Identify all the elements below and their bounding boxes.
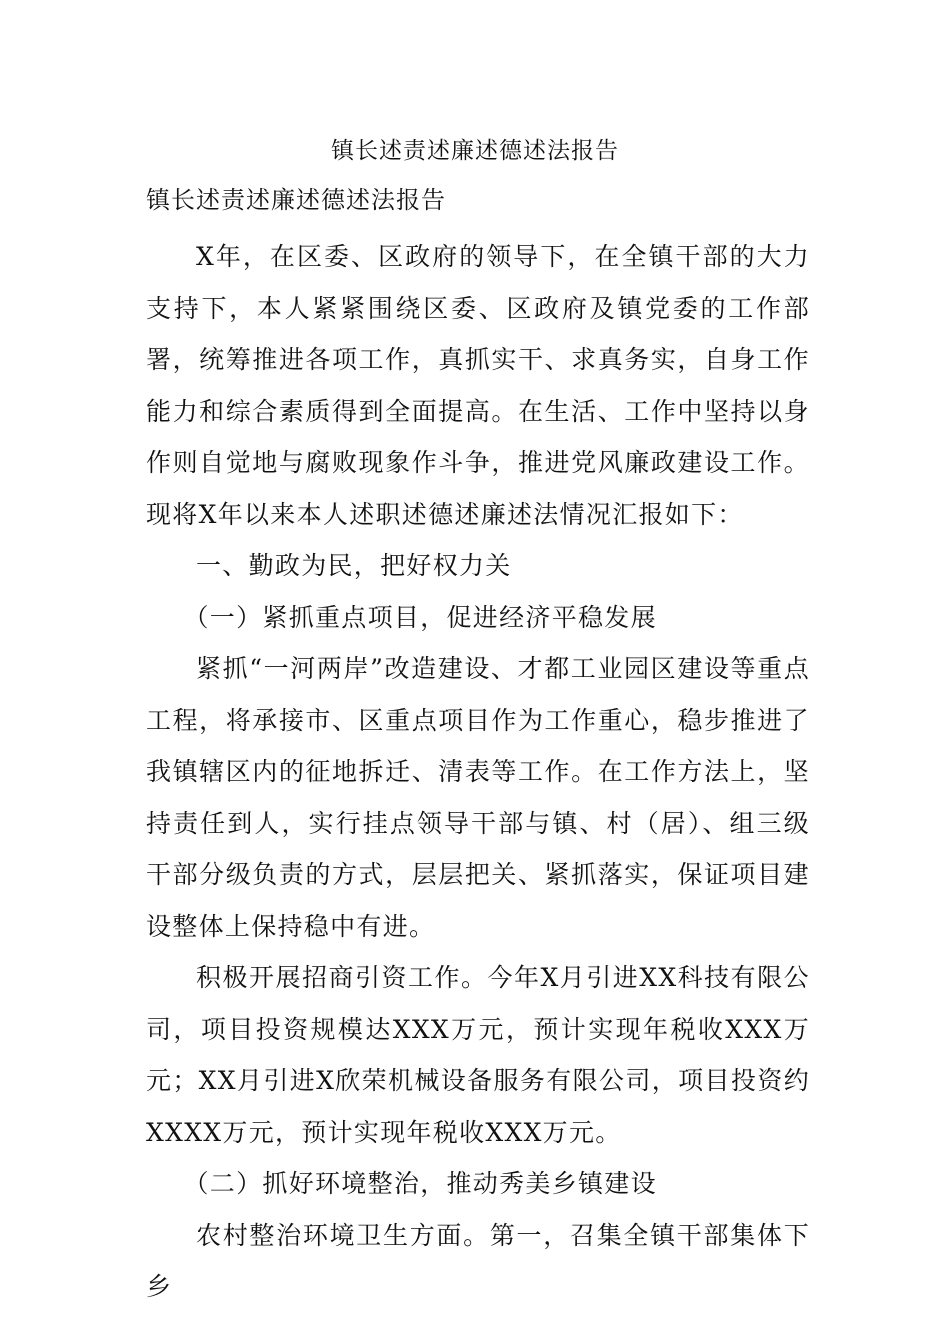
paragraph-environment: 农村整治环境卫生方面。第一，召集全镇干部集体下乡 (146, 1220, 810, 1301)
subsection-heading-1: （一）紧抓重点项目，促进经济平稳发展 (183, 602, 657, 632)
document-title: 镇长述责述廉述德述法报告 (331, 138, 619, 164)
document-body (146, 231, 810, 1313)
paragraph-investment: 积极开展招商引资工作。今年X月引进XX科技有限公司，项目投资规模达XXX万元，预计实现年税收XXX万元；XX月引进X欣荣机械设备服务有限公司，项目投资约XXXX万元，预计实现年税收XXX万元。 (146, 963, 810, 1147)
document-subtitle: 镇长述责述廉述德述法报告 (146, 186, 446, 214)
paragraph-intro: X年，在区委、区政府的领导下，在全镇干部的大力支持下，本人紧紧围绕区委、区政府及镇党委的工作部署，统筹推进各项工作，真抓实干、求真务实，自身工作能力和综合素质得到全面提高。在生活、工作中坚持以身作则自觉地与腐败现象作斗争，推进党风廉政建设工作。现将X年以来本人述职述德述廉述法情况汇报如下： (146, 242, 810, 529)
section-heading-1: 一、勤政为民，把好权力关 (196, 551, 512, 580)
subsection-heading-2: （二）抓好环境整治，推动秀美乡镇建设 (183, 1169, 657, 1198)
paragraph-projects: 紧抓“一河两岸”改造建设、才都工业园区建设等重点工程，将承接市、区重点项目作为工作重心，稳步推进了我镇辖区内的征地拆迁、清表等工作。在工作方法上，坚持责任到人，实行挂点领导干部与镇、村（居）、组三级干部分级负责的方式，层层把关、紧抓落实，保证项目建设整体上保持稳中有进。 (146, 654, 810, 941)
